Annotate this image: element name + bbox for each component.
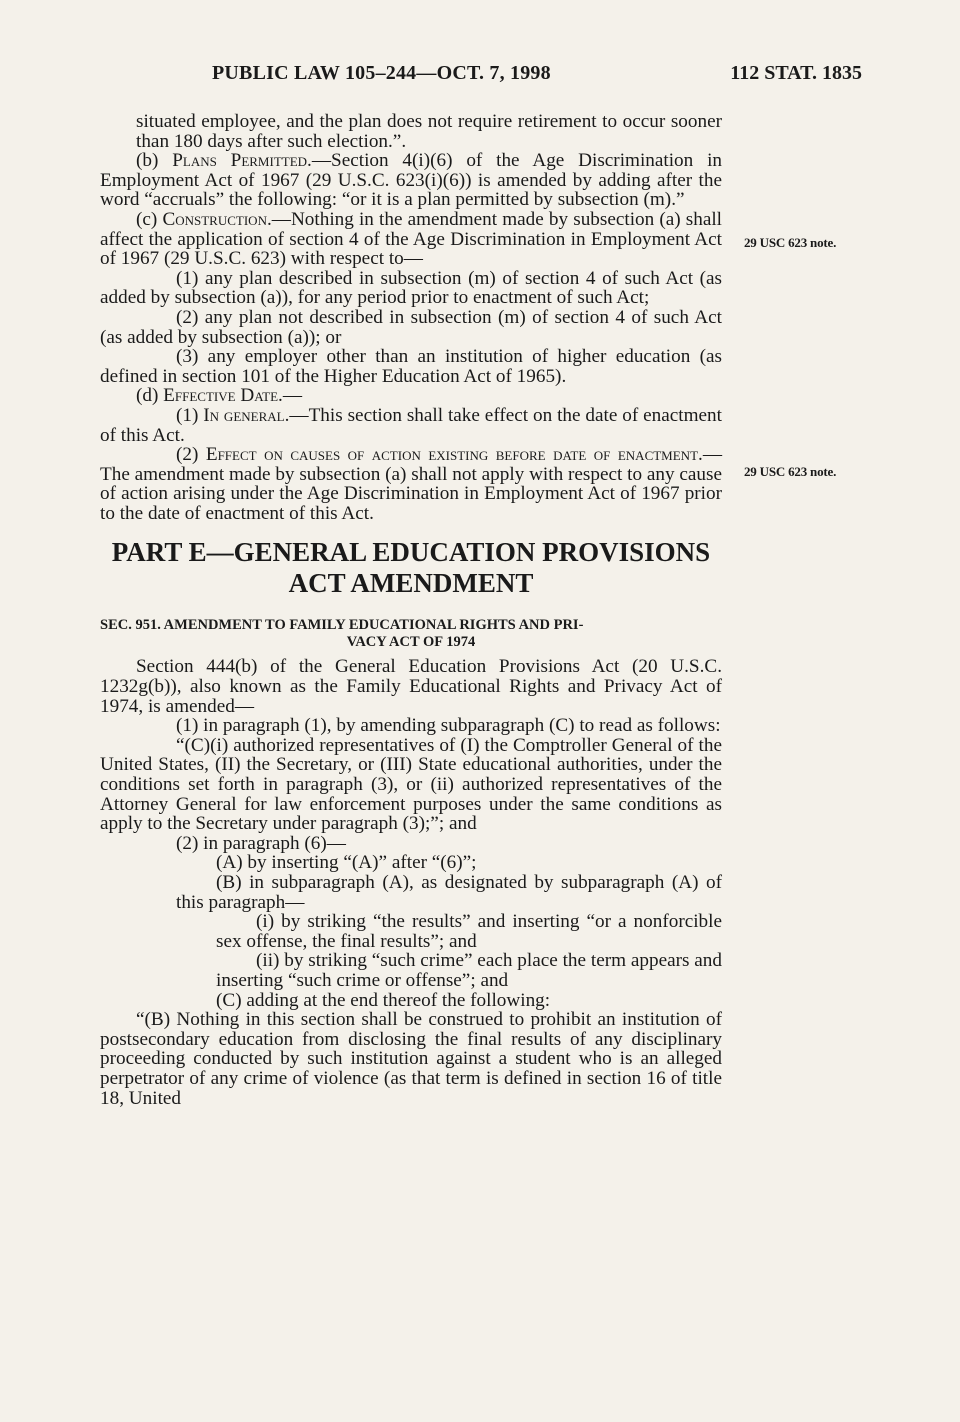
subsection-c: (c) Construction.—Nothing in the amendment made by subsection (a) shall affect the application of section 4 of the Age Discrimination in Employment Act of 1967 (29 U.S.C. 623) with respect to—	[100, 208, 723, 270]
margin-note-d: 29 USC 623 note.	[744, 464, 837, 479]
amendment-paragraph-1: (1) in paragraph (1), by amending subparagraph (C) to read as follows:	[176, 715, 721, 737]
subsection-b-text: Section 4(i)(6) of the Age Discrimination in Employment Act of 1967 (29 U.S.C. 623(i)(6)) is amended by adding after the word “accruals” the following: “or it is a plan permitted by subsection (m).”	[100, 150, 722, 211]
amendment-sub-b: (B) in subparagraph (A), as designated by subparagraph (A) of this paragraph—	[176, 872, 722, 913]
amendment-clause-i: (i) by striking “the results” and inserting “or a nonforcible sex offense, the final results”; and	[216, 911, 722, 952]
part-heading	[100, 537, 722, 599]
paragraph-c2: (2) any plan not described in subsection (m) of section 4 of such Act (as added by subsection (a)); or	[100, 306, 722, 348]
subsection-b: (b) Plans Permitted.—Section 4(i)(6) of the Age Discrimination in Employment Act of 1967 (29 U.S.C. 623(i)(6)) is amended by adding after the word “accruals” the following: “or it is a plan permitted by subsection (m).”	[100, 150, 722, 211]
paragraph-d2: (2) Effect on causes of action existing before date of enactment.—The amendment made by subsection (a) shall not apply with respect to any cause of action arising under the Age Discrimination in Employment Act of 1967 prior to the date of enactment of this Act.	[100, 444, 722, 524]
section-heading-line1: SEC. 951. AMENDMENT TO FAMILY EDUCATIONAL RIGHTS AND PRI-	[100, 617, 584, 634]
part-heading-line2: ACT AMENDMENT	[288, 568, 534, 599]
paragraph-d2-heading: Effect on causes of action existing before date of enactment	[205, 444, 699, 466]
subsection-c-text: Nothing in the amendment made by subsection (a) shall affect the application of section 4 of the Age Discrimination in Employment Act of 1967 (29 U.S.C. 623) with respect to—	[100, 208, 723, 270]
paragraph-c1: (1) any plan described in subsection (m) of section 4 of such Act (as added by subsection (a)), for any period prior to enactment of such Act;	[100, 267, 722, 309]
paragraph-d1-heading: In general	[203, 404, 285, 426]
amendment-clause-ii: (ii) by striking “such crime” each place the term appears and inserting “such crime or offense”; and	[216, 950, 722, 991]
amendment-paragraph-2: (2) in paragraph (6)—	[176, 832, 346, 854]
paragraph-c3: (3) any employer other than an institution of higher education (as defined in section 101 of the Higher Education Act of 1965).	[100, 346, 722, 387]
paragraph-d2-text: The amendment made by subsection (a) shall not apply with respect to any cause of action arising under the Age Discrimination in Employment Act of 1967 prior to the date of enactment of this Act.	[100, 463, 722, 524]
quoted-subparagraph-b: “(B) Nothing in this section shall be construed to prohibit an institution of postsecondary education from disclosing the final results of any disciplinary proceeding conducted by such institution against a student who is an alleged perpetrator of any crime of violence (as that term is defined in section 16 of title 18, United	[100, 1009, 722, 1109]
stat-page-number: 112 STAT. 1835	[730, 62, 862, 84]
quoted-subparagraph-c: “(C)(i) authorized representatives of (I) the Comptroller General of the United States, (II) the Secretary, or (III) State educational authorities, under the conditions set forth in paragraph (3), or (ii) authorized representatives of the Attorney General for law enforcement purposes under the same conditions as apply to the Secretary under paragraph (3);”; and	[100, 734, 722, 835]
public-law-citation: PUBLIC LAW 105–244—OCT. 7, 1998	[212, 62, 551, 84]
statute-body	[100, 112, 722, 1108]
paragraph-continuation: situated employee, and the plan does not require retirement to occur sooner than 180 days after such election.”.	[136, 111, 722, 152]
running-header	[212, 62, 862, 92]
paragraph-d1: (1) In general.—This section shall take effect on the date of enactment of this Act.	[100, 404, 722, 446]
subsection-d-heading: Effective Date	[163, 385, 279, 407]
margin-note-c: 29 USC 623 note.	[744, 235, 837, 250]
subsection-b-heading: Plans Permitted	[172, 150, 308, 172]
section-text: Section 444(b) of the General Education Provisions Act (20 U.S.C. 1232g(b)), also known as the Family Educational Rights and Privacy Act of 1974, is amended—	[100, 656, 722, 717]
amendment-sub-a: (A) by inserting “(A)” after “(6)”;	[216, 852, 477, 874]
section-heading	[100, 617, 722, 651]
section-heading-line2: VACY ACT OF 1974	[346, 634, 476, 651]
amendment-sub-c: (C) adding at the end thereof the following:	[216, 989, 551, 1011]
paragraph-d1-text: This section shall take effect on the date of enactment of this Act.	[100, 404, 722, 446]
part-heading-line1: PART E—GENERAL EDUCATION PROVISIONS	[111, 537, 711, 568]
subsection-d: (d) Effective Date.—	[136, 385, 303, 407]
subsection-c-heading: Construction	[162, 208, 267, 230]
